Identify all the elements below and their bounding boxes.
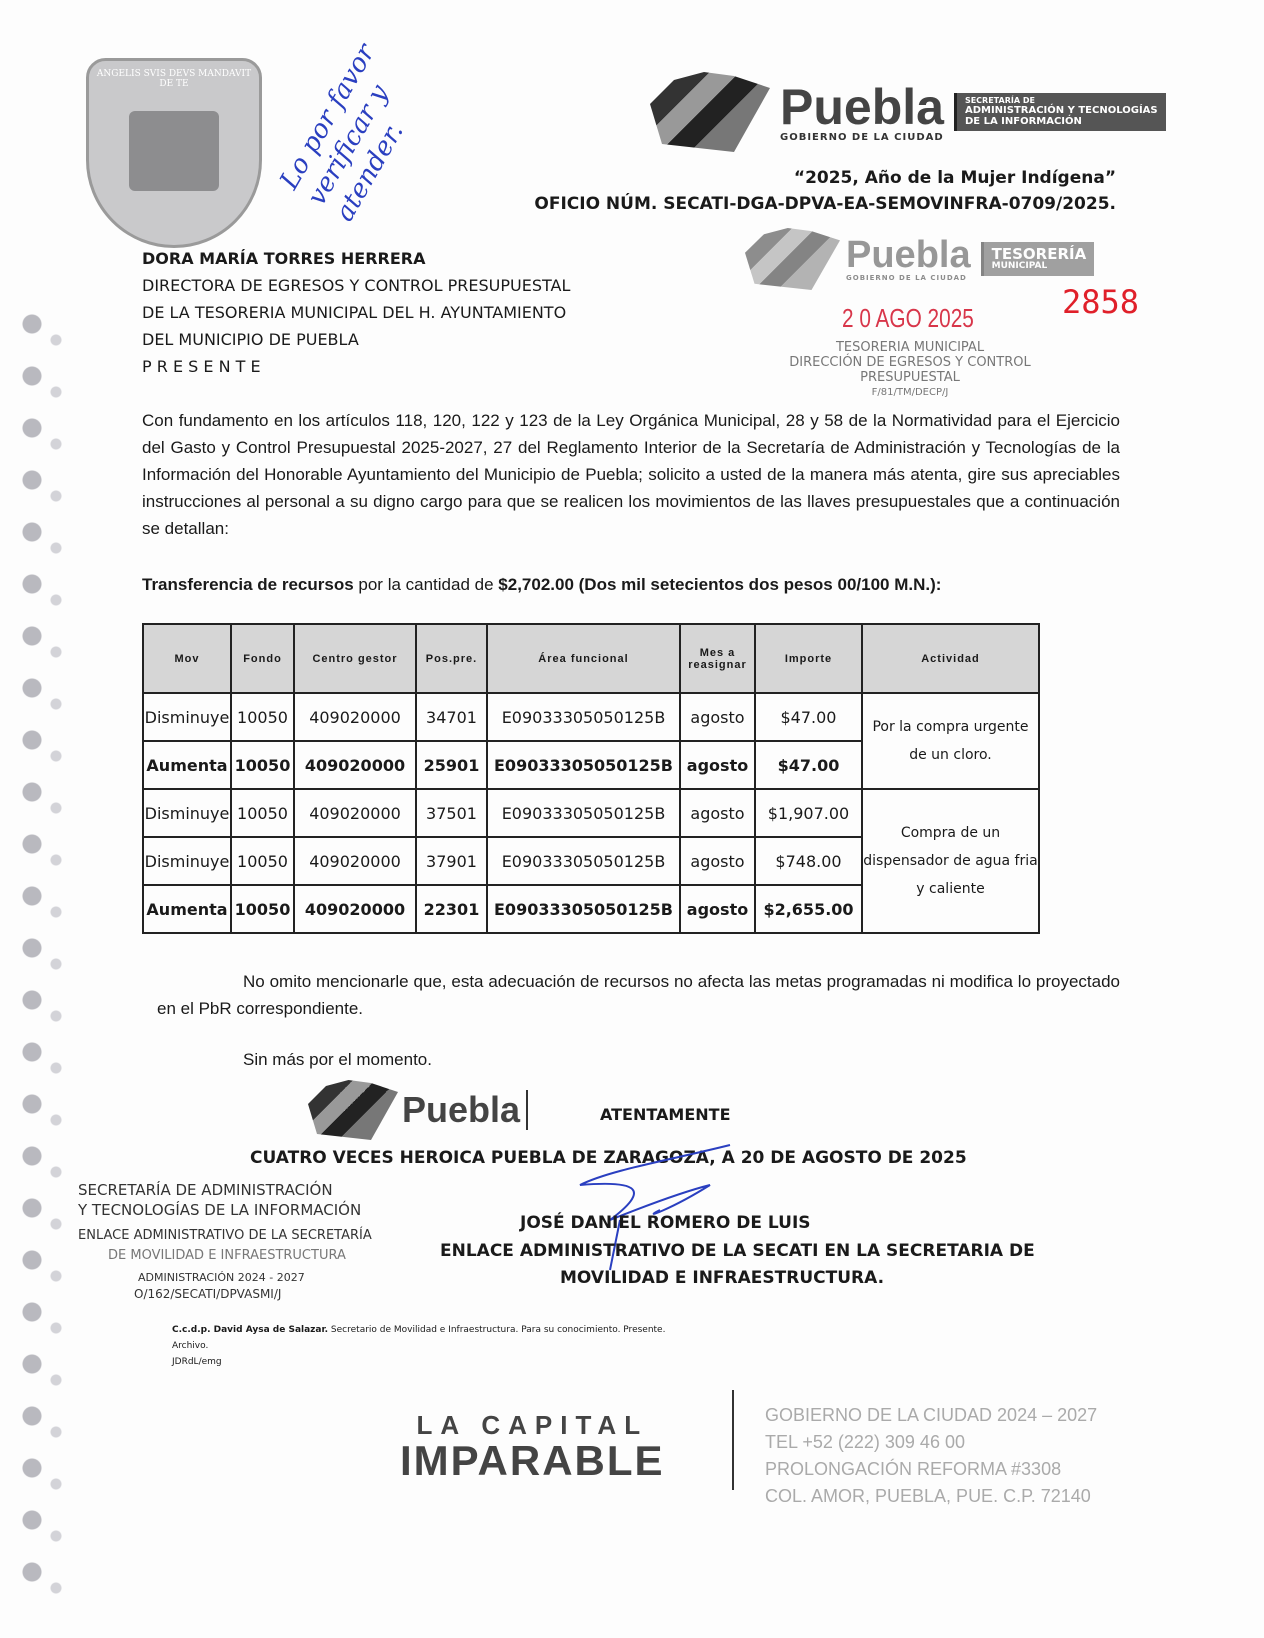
column-header: Importe — [755, 624, 862, 693]
table-cell: 25901 — [416, 741, 487, 789]
table-cell: agosto — [680, 741, 755, 789]
seal-building-icon — [129, 111, 219, 191]
logo-word: Puebla — [780, 78, 944, 135]
ccp-archivo: Archivo. — [172, 1341, 209, 1351]
folio-number: 2858 — [1062, 283, 1140, 321]
handwritten-annotation: Lo por favor verificar y atender. — [274, 39, 410, 227]
table-cell: E09033305050125B — [487, 693, 680, 741]
table-header-row — [143, 624, 1039, 693]
recipient-block — [142, 245, 570, 380]
recipient-line: DE LA TESORERIA MUNICIPAL DEL H. AYUNTAMIENTO — [142, 303, 567, 322]
department-stamp — [78, 1180, 418, 1302]
column-header: Pos.pre. — [416, 624, 487, 693]
brand-line: LA CAPITAL — [416, 1410, 649, 1440]
tesoreria-label: TESORERÍA — [991, 244, 1087, 263]
recipient-name: DORA MARÍA TORRES HERRERA — [142, 249, 426, 268]
table-cell: 34701 — [416, 693, 487, 741]
table-cell: 10050 — [231, 837, 294, 885]
logo-sub: GOBIERNO DE LA CIUDAD — [780, 131, 944, 143]
footer-line: TEL +52 (222) 309 46 00 — [765, 1432, 965, 1452]
logo-word: Puebla — [402, 1089, 521, 1130]
table-cell: 409020000 — [294, 693, 416, 741]
footer-line: GOBIERNO DE LA CIUDAD 2024 – 2027 — [765, 1405, 1098, 1425]
recipient-line: DIRECTORA DE EGRESOS Y CONTROL PRESUPUESTAL — [142, 276, 571, 295]
ccp-name: C.c.d.p. David Aysa de Salazar. — [172, 1325, 329, 1335]
table-cell: agosto — [680, 693, 755, 741]
footer-brand — [400, 1410, 665, 1484]
table-cell: E09033305050125B — [487, 885, 680, 933]
recipient-line: DEL MUNICIPIO DE PUEBLA — [142, 330, 359, 349]
municipal-seal — [86, 58, 262, 248]
footer-line: PROLONGACIÓN REFORMA #3308 — [765, 1459, 1062, 1479]
seal-motto: ANGELIS SVIS DEVS MANDAVIT DE TE — [96, 69, 252, 89]
table-cell: Disminuye — [143, 789, 231, 837]
transfer-amount: $2,702.00 (Dos mil setecientos dos pesos 00/100 M.N.): — [498, 575, 942, 594]
budget-movements-table — [142, 623, 1040, 934]
ccp-rest: Secretario de Movilidad e Infraestructura. Para su conocimiento. Presente. — [328, 1325, 666, 1335]
secretaria-line: SECRETARÍA DE — [964, 95, 1035, 105]
stamp-line: ENLACE ADMINISTRATIVO DE LA SECRETARÍA — [78, 1228, 372, 1243]
tesoreria-stamp-logo — [745, 228, 1094, 290]
signer-name: JOSÉ DANIEL ROMERO DE LUIS — [520, 1213, 811, 1233]
table-cell: agosto — [680, 789, 755, 837]
table-cell: E09033305050125B — [487, 741, 680, 789]
table-cell: E09033305050125B — [487, 837, 680, 885]
table-cell: 10050 — [231, 693, 294, 741]
signer-title: ENLACE ADMINISTRATIVO DE LA SECATI EN LA SECRETARIA DE — [440, 1241, 1035, 1261]
table-cell: $47.00 — [755, 741, 862, 789]
transfer-line — [142, 575, 1122, 595]
received-date: 2 0 AGO 2025 — [842, 303, 974, 333]
table-cell: 22301 — [416, 885, 487, 933]
table-row — [143, 789, 1039, 837]
stamp-line: DIRECCIÓN DE EGRESOS Y CONTROL — [789, 355, 1031, 370]
table-cell: 10050 — [231, 789, 294, 837]
header-logo — [650, 72, 1166, 152]
stamp-line: Y TECNOLOGÍAS DE LA INFORMACIÓN — [78, 1201, 362, 1219]
table-cell: $2,655.00 — [755, 885, 862, 933]
puebla-emblem-icon — [745, 228, 840, 290]
table-row — [143, 693, 1039, 741]
table-cell: Aumenta — [143, 885, 231, 933]
signature-stamp-logo — [308, 1080, 528, 1140]
table-cell: agosto — [680, 837, 755, 885]
year-motto: “2025, Año de la Mujer Indígena” — [793, 168, 1116, 188]
brand-line: IMPARABLE — [400, 1437, 665, 1484]
table-cell: 409020000 — [294, 789, 416, 837]
atentamente: ATENTAMENTE — [600, 1105, 731, 1124]
table-cell: 409020000 — [294, 837, 416, 885]
table-cell: Aumenta — [143, 741, 231, 789]
puebla-emblem-icon — [308, 1080, 398, 1140]
secretaria-box — [954, 93, 1166, 132]
stamp-line: ADMINISTRACIÓN 2024 - 2027 — [138, 1271, 305, 1284]
activity-cell: Por la compra urgente de un cloro. — [862, 693, 1039, 789]
footer-divider — [732, 1390, 734, 1490]
ccp-initials: JDRdL/emg — [172, 1357, 222, 1367]
puebla-emblem-icon — [650, 72, 770, 152]
transfer-label: Transferencia de recursos — [142, 575, 354, 594]
table-cell: $47.00 — [755, 693, 862, 741]
tesoreria-sub: MUNICIPAL — [991, 261, 1048, 272]
table-cell: 37901 — [416, 837, 487, 885]
logo-word: Puebla — [846, 234, 971, 276]
table-cell: Disminuye — [143, 837, 231, 885]
stamp-line: SECRETARÍA DE ADMINISTRACIÓN — [78, 1181, 333, 1199]
stamp-line: F/81/TM/DECP/J — [871, 387, 949, 398]
column-header: Fondo — [231, 624, 294, 693]
recipient-line: P R E S E N T E — [142, 357, 261, 376]
table-cell: 409020000 — [294, 741, 416, 789]
ccp-block — [172, 1322, 665, 1370]
footer-contact — [765, 1402, 1097, 1510]
stamp-line: O/162/SECATI/DPVASMI/J — [134, 1287, 282, 1301]
stamp-line: PRESUPUESTAL — [860, 370, 960, 385]
column-header: Mov — [143, 624, 231, 693]
table-cell: 10050 — [231, 885, 294, 933]
signer-title: MOVILIDAD E INFRAESTRUCTURA. — [560, 1268, 885, 1288]
closing-line: Sin más por el momento. — [243, 1050, 432, 1069]
logo-sub: GOBIERNO DE LA CIUDAD — [846, 274, 967, 282]
table-cell: 37501 — [416, 789, 487, 837]
stamp-line: TESORERIA MUNICIPAL — [835, 340, 985, 355]
column-header: Actividad — [862, 624, 1039, 693]
table-cell: E09033305050125B — [487, 789, 680, 837]
table-cell: $748.00 — [755, 837, 862, 885]
decorative-border — [18, 310, 68, 1610]
column-header: Mes a reasignar — [680, 624, 755, 693]
transfer-mid: por la cantidad de — [353, 575, 499, 594]
footer-line: COL. AMOR, PUEBLA, PUE. C.P. 72140 — [765, 1486, 1091, 1506]
table-cell: 10050 — [231, 741, 294, 789]
receipt-stamp-text — [760, 340, 1060, 400]
ccp-line — [172, 1322, 665, 1338]
secretaria-line: DE LA INFORMACIÓN — [964, 116, 1082, 128]
body-paragraph-2: No omito mencionarle que, esta adecuación de recursos no afecta las metas programadas ni modifica lo proyectado en el PbR correspondiente. — [157, 972, 1120, 1018]
column-header: Centro gestor — [294, 624, 416, 693]
oficio-number: OFICIO NÚM. SECATI-DGA-DPVA-EA-SEMOVINFRA-0709/2025. — [534, 194, 1116, 214]
table-cell: agosto — [680, 885, 755, 933]
table-cell: $1,907.00 — [755, 789, 862, 837]
tesoreria-box — [981, 242, 1095, 276]
body-paragraph: Con fundamento en los artículos 118, 120, 122 y 123 de la Ley Orgánica Municipal, 28 y 58 de la Normatividad para el Ejercicio del Gasto y Control Presupuestal 2025-2027, 27 del Reglamento Interior de la Secretaría de Administración y Tecnologías de la Información del Honorable Ayuntamiento del Municipio de Puebla; solicito a usted de la manera más atenta, gire sus apreciables instrucciones al personal a su digno cargo para que se realicen los movimientos de las llaves presupuestales que a continuación se detallan: — [142, 411, 1120, 538]
table-cell: Disminuye — [143, 693, 231, 741]
secretaria-line: ADMINISTRACIÓN Y TECNOLOGÍAS — [964, 105, 1158, 117]
place-date: CUATRO VECES HEROICA PUEBLA DE ZARAGOZA, A 20 DE AGOSTO DE 2025 — [250, 1148, 967, 1168]
table-cell: 409020000 — [294, 885, 416, 933]
stamp-line: DE MOVILIDAD E INFRAESTRUCTURA — [108, 1248, 346, 1263]
column-header: Área funcional — [487, 624, 680, 693]
activity-cell: Compra de un dispensador de agua fria y caliente — [862, 789, 1039, 933]
